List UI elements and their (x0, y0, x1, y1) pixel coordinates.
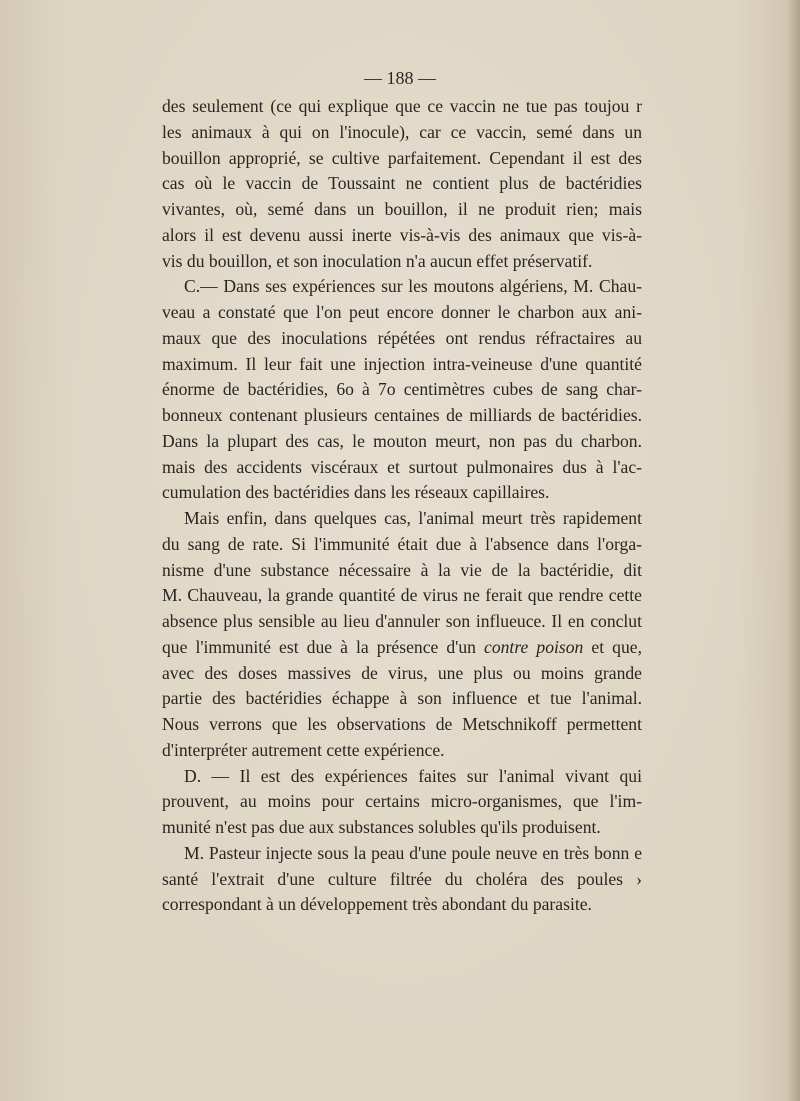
text-line: veau a constaté que l'on peut encore donner le charbon aux ani- (162, 302, 642, 322)
text-line: avec des doses massives de virus, une plus ou moins grande (162, 662, 642, 683)
text-line: prouvent, au moins pour certains micro-organismes, que l'im- (162, 791, 642, 812)
text-line: Mais enfin, dans quelques cas, l'animal meurt très rapidement (184, 508, 642, 528)
body-text (162, 94, 642, 918)
text-line-with-italic (162, 635, 642, 661)
text-line: M. Chauveau, la grande quantité de virus ne ferait que rendre cette (162, 585, 642, 606)
text-line: M. Pasteur injecte sous la peau d'une poule neuve en très bonn e (184, 842, 642, 863)
text-line: santé l'extrait d'une culture filtrée du choléra des poules › (162, 868, 642, 889)
text-line: d'interpréter autrement cette expérience. (162, 739, 445, 760)
text-line: vivantes, où, semé dans un bouillon, il ne produit rien; mais (162, 199, 642, 219)
text-line: alors il est devenu aussi inerte vis-à-vis des animaux que vis-à- (162, 224, 642, 245)
text-segment: que l'immunité est due à la présence d'un (162, 636, 476, 657)
text-line: des seulement (ce qui explique que ce vaccin ne tue pas toujou r (162, 96, 642, 116)
text-segment: et que, (591, 636, 642, 657)
text-line: D. — Il est des expériences faites sur l'animal vivant qui (184, 765, 642, 786)
text-line: vis du bouillon, et son inoculation n'a aucun effet préservatif. (162, 250, 593, 271)
page-number: — 188 — (364, 68, 436, 88)
text-line: du sang de rate. Si l'immunité était due à l'absence dans l'orga- (162, 533, 642, 554)
italic-term: contre poison (484, 636, 584, 657)
text-line: les animaux à qui on l'inocule), car ce vaccin, semé dans un (162, 121, 642, 142)
text-line: bonneux contenant plusieurs centaines de milliards de bactéridies. (162, 405, 642, 425)
text-line: munité n'est pas due aux substances solubles qu'ils produisent. (162, 817, 601, 837)
text-line: mais des accidents viscéraux et surtout pulmonaires dus à l'ac- (162, 456, 642, 477)
text-line: bouillon approprié, se cultive parfaitement. Cependant il est des (162, 147, 642, 168)
text-line: énorme de bactéridies, 6o à 7o centimètres cubes de sang char- (162, 379, 642, 400)
text-line: cumulation des bactéridies dans les réseaux capillaires. (162, 482, 550, 503)
text-line: nisme d'une substance nécessaire à la vie de la bactéridie, dit (162, 559, 642, 580)
text-line: C.— Dans ses expériences sur les moutons algériens, M. Chau- (184, 276, 642, 297)
text-line: partie des bactéridies échappe à son influence et tue l'animal. (162, 688, 642, 709)
text-line: maux que des inoculations répétées ont rendus réfractaires au (162, 327, 642, 348)
text-line: correspondant à un développement très abondant du parasite. (162, 894, 592, 915)
text-line: maximum. Il leur fait une injection intra-veineuse d'une quantité (162, 353, 642, 374)
text-line: Dans la plupart des cas, le mouton meurt, non pas du charbon. (162, 430, 642, 451)
text-line: absence plus sensible au lieu d'annuler son influeuce. Il en conclut (162, 611, 642, 631)
text-line: Nous verrons que les observations de Metschnikoff permettent (162, 714, 642, 734)
text-line: cas où le vaccin de Toussaint ne contient plus de bactéridies (162, 173, 642, 194)
